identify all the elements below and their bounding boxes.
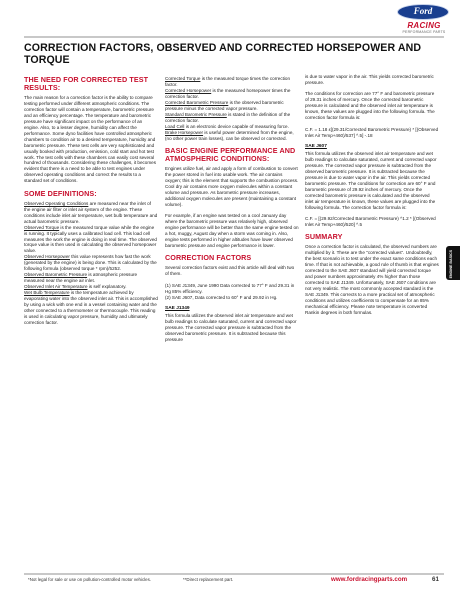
footnote-legal: *Not legal for sale or use on pollution-controlled motor vehicles. [28, 577, 152, 582]
term: Brake Horsepower [165, 129, 204, 135]
definition-standard-barometric [165, 112, 299, 124]
definition-text: is the observed barometric pressure minus the corrected vapor pressure. [165, 99, 284, 111]
paragraph-conditions: The conditions for correction are 77° F and barometric pressure of 29.31 inches of mercury. Once the corrected barometric pressure is calculated and the observed inlet air temperature is known, these values are plugged into the following formula. The correction factor formula is: [305, 91, 435, 121]
term: Load Cell [165, 123, 185, 129]
term: Observed Operating Conditions [24, 200, 89, 206]
list-item: (2) SAE J607, Data corrected to 60° F and 29.92 in Hg. [165, 294, 278, 300]
definition-observed-barometric [24, 272, 158, 284]
term: Observed Horsepower [24, 254, 70, 260]
definition-text: this value represents how fast the work (generated by the engine) is being done. This is calculated by the following formula (observed torque * rpm)/5252. [24, 254, 157, 272]
footnote-replacement: **Direct replacement part. [183, 577, 234, 582]
list-item: (1) SAE J1349, June 1990 Data corrected to 77° F and 29.31 in Hg 85% efficiency. [165, 282, 295, 294]
column-2 [165, 76, 299, 348]
definition-text: is self explanatory. [87, 284, 127, 290]
ford-racing-logo [397, 4, 449, 34]
heading-basic-engine: BASIC ENGINE PERFORMANCE AND ATMOSPHERIC CONDITIONS: [165, 145, 296, 163]
definition-corrected-horsepower [165, 88, 299, 100]
heading-correction-factors: CORRECTION FACTORS [165, 253, 252, 263]
paragraph-j1349-cont: is due to water vapor in the air. This yields corrected barometric pressure. [305, 74, 434, 85]
definition-text: is stated in the definition of the correction factor. [165, 111, 291, 123]
definition-observed-horsepower [24, 254, 158, 272]
term: Wet Bulb Temperature [24, 290, 70, 296]
definition-text: are measured near the inlet of the engine air filter or inlet air system of the engine. These conditions include inlet air temperature, wet bulb temperature and actual barometric pressure. [24, 200, 158, 224]
formula-j607: C.F. = [(29.92/Corrected Barometric Pressure) ^1.2 * [(Observed Inlet Air Temp+460)/520] ^.5 [305, 216, 436, 228]
definition-brake-horsepower [165, 130, 299, 142]
performance-parts-wordmark: PERFORMANCE PARTS [402, 30, 446, 34]
definition-text: is the measured torque value while the engine is running. It typically uses a calibrated load cell. This load cell measures the work the engine is doing in real time. The observed torque value is then used in calculating the observed horsepower value. [24, 224, 157, 254]
header-divider [24, 36, 444, 38]
definition-text: is atmospheric pressure measured near the engine air inlet. [24, 272, 138, 284]
column-3 [305, 74, 439, 321]
term: Corrected Torque [165, 76, 201, 81]
subheading-sae-j607: SAE J607 [305, 144, 327, 150]
definition-corrected-torque [165, 76, 299, 88]
term: Standard Barometric Pressure [165, 111, 227, 117]
definition-observed-torque [24, 225, 158, 255]
term: Observed Inlet Air Temperature [24, 284, 88, 290]
column-1 [24, 76, 158, 326]
footer-divider [24, 573, 444, 575]
definition-text: is useful power determined from the engine, (no other power train losses), can be observed or corrected. [165, 129, 294, 141]
page-number: 61 [432, 576, 439, 583]
section-tab-label: ENGINE BASICS [449, 250, 453, 279]
paragraph-example: For example, if an engine was tested on a cool January day where the barometric pressure was relatively high, observed engine performance will be better than the same engine tested on a hot, muggy, August day when a storm was coming in. Also, engine tests performed in higher altitudes have lower observed barometric pressure and engine performance is lower. [165, 213, 299, 248]
racing-wordmark: RACING [407, 21, 441, 30]
paragraph-engines: Engines utilize fuel, air and apply a form of combustion to convert the power stored in fuel into usable work. The air contains oxygen; this is the element that supports the combustion process. Cool dry air contains more oxygen molecules within a constant volume and pressure. As barometric pressure increases, additional oxygen molecules are present (maintaining a constant volume). [165, 165, 299, 207]
formula-j1349: C.F. = 1.18 ε[(29.31/Corrected Barometric Pressure) * [(Observed Inlet Air Temp+460)/537] ^.5] -.18 [305, 126, 439, 138]
term: Corrected Horsepower [165, 87, 212, 93]
term: Corrected Barometric Pressure [165, 99, 229, 105]
paragraph-j607: This formula utilizes the observed inlet air temperature and wet bulb readings to calculate saturated, current and corrected vapor pressure. The corrected vapor pressure is subtracted from the observed barometric pressure. It is subtracted because the pressure is due to water vapor in the air. This yields corrected barometric pressure. The conditions for correction are 60° F and barometric pressure of 29.92 inches of mercury. Once the corrected barometric pressure is calculated and the observed inlet air temperature is known, these values are plugged into the following formula. The correction factor formula is: [305, 151, 437, 210]
heading-definitions: SOME DEFINITIONS: [24, 188, 97, 198]
paragraph-summary: Once a correction factor is calculated, the observed numbers are multiplied by it. These are the "corrected values". Undoubtedly, the best scenario is to test under the exact same conditions each time. If that is not achievable, a good rule of thumb is that engines corrected to the SAE J607 standard will yield corrected torque and power numbers approximately 4% higher than those corrected to SAE J1349. Unfortunately, SAE J607 conditions are not very realistic. The most commonly accepted standard is the SAE J1349. This corrects to a more practical set of atmospheric conditions and utilizes coefficients to compensate for an 85% mechanical efficiency. Please note temperature is converted Rankin degrees in both formulas. [305, 244, 439, 315]
paragraph-need: The main reason for a correction factor is the ability to compare testing performed under different atmospheric conditions. The correction factor will contain a temperature, barometric pressure and an efficiency percentage. The temperature and barometric pressure have significant impact on the performance of an engine. Also, to a lesser degree, humidity can affect the performance. Some dyno facilities have controlled atmospheric chambers to condition air to a desired temperature, humidity and barometric pressure. These test cells are very sophisticated and usually booked with production, emission, cold start and hot test work. The test cells with these chambers can easily cost several hundred of thousands. Considering these challenges, it becomes evident that there is a need to be able to test engines under observed operating conditions and correct the results to a standard set of conditions. [24, 95, 157, 184]
paragraph-j1349: This formula utilizes the observed inlet air temperature and wet bulb readings to calculate saturated, current and corrected vapor pressure. The corrected vapor pressure is subtracted from the observed barometric pressure. It is subtracted because this pressure [165, 313, 297, 342]
definition-text: is the measured horsepower times the correction factor. [165, 87, 291, 99]
definition-observed-conditions [24, 201, 158, 225]
definition-text: is the measured torque times the correction factor. [165, 76, 291, 87]
definition-wet-bulb [24, 290, 158, 326]
paragraph-correction-intro: Several correction factors exist and this article will deal with two of them. [165, 265, 295, 277]
ford-oval-icon: Ford [397, 4, 449, 20]
term: Observed Barometric Pressure [24, 272, 88, 278]
website-link[interactable]: www.fordracingparts.com [331, 576, 408, 583]
section-tab[interactable] [446, 246, 460, 280]
term: Observed Torque [24, 224, 60, 230]
definition-text: is an electronic device capable of measuring force. [184, 123, 289, 129]
subheading-sae-j1349: SAE J1349 [165, 306, 190, 312]
heading-need-for-corrected: THE NEED FOR CORRECTED TEST RESULTS: [24, 75, 149, 92]
page-title: CORRECTION FACTORS, OBSERVED AND CORRECTED HORSEPOWER AND TORQUE [24, 42, 422, 66]
definition-text: is the temperature achieved by evaporating water into the observed inlet air. This is accomplished by using a wick with one end in a vessel containing water and the other connected to a thermometer or thermocouple. This reading is used in calculating vapor pressure, humidity and ultimately correction factor. [24, 290, 158, 325]
definition-corrected-barometric [165, 100, 299, 112]
heading-summary: SUMMARY [305, 232, 343, 242]
